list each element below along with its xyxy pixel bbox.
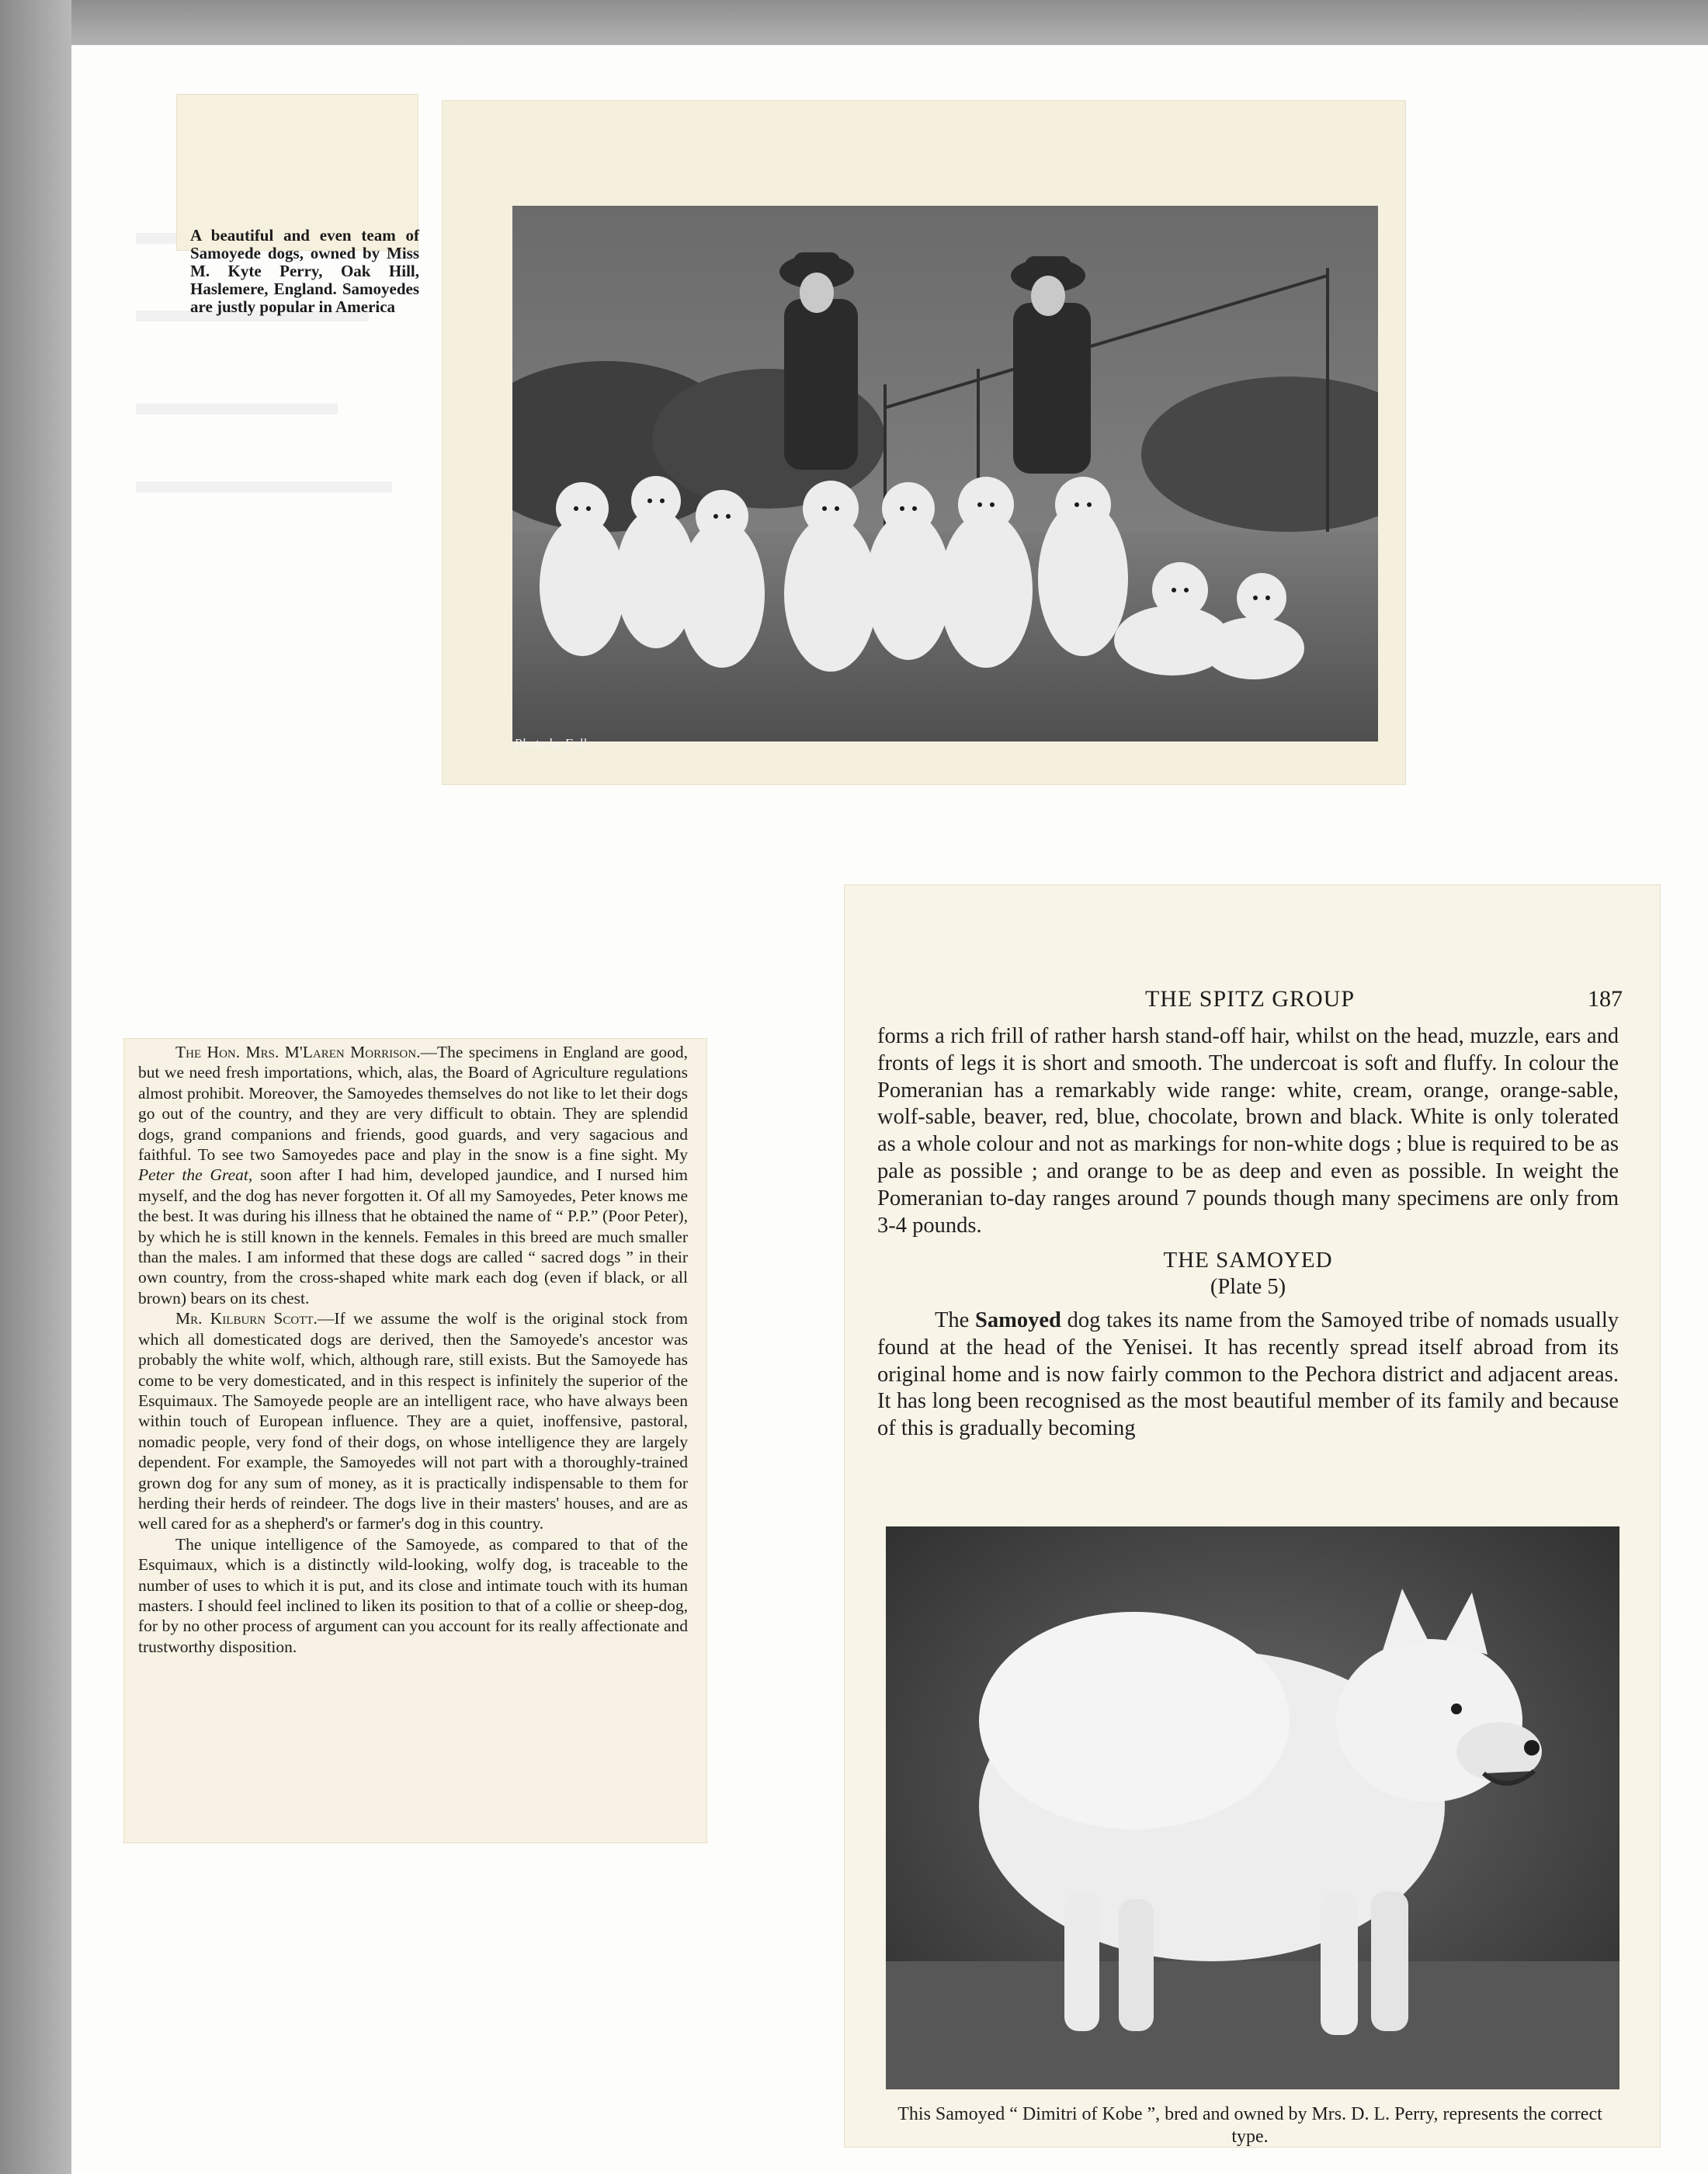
speaker-morrison: The Hon. Mrs. M'Laren Morrison.: [175, 1043, 421, 1061]
scan-edge-left: [0, 0, 71, 2174]
scott-text: —If we assume the wolf is the original stock from which all domesticated dogs are derived, then the Samoyede's ancestor was probably the white wolf, which, although rare, still exists. But the Samoyede has come to be very domesticated, and in this respect is infinitely the superior of the Esquimaux. The Samoyede people are an intelligent race, who have always been within touch of European influence. They are a quiet, inoffensive, pastoral, nomadic people, very fond of their dogs, on whose intelligence they are largely dependent. For example, the Samoyedes will not part with a thoroughly-trained grown dog for any sum of money, as it is practically indispensable to them for herding their herds of reindeer. The dogs live in their masters' houses, and are as well cared for as a shepherd's or farmer's dog in this country.: [138, 1309, 688, 1533]
samoyed-photo-illustration: [886, 1526, 1619, 2089]
bleed-through-mark: [136, 404, 338, 415]
samoyed-paragraph: [877, 1308, 1619, 1443]
peter-the-great-title: Peter the Great,: [138, 1165, 253, 1185]
left-clipping-text: [138, 1042, 688, 1657]
paragraph-scott: [138, 1308, 688, 1533]
morrison-text-continued: soon after I had him, developed jaundice, and I nursed him myself, and the dog has never forgotten it. Of all my Samoyedes, Peter knows me the best. It was during his illness that he obtained the name of “ P.P.” (Poor Peter), by which he is still known in the kennels. Females in this breed are much smaller than the males. I am informed that these dogs are called “ sacred dogs ” in their own country, from the cross-shaped white mark each dog (even if black, or all brown) bears on its chest.: [138, 1165, 689, 1308]
speaker-scott: Mr. Kilburn Scott.: [175, 1309, 318, 1328]
scan-edge-top: [0, 0, 1708, 47]
samoyed-bold-term: Samoyed: [975, 1308, 1061, 1332]
section-title: THE SAMOYED: [1163, 1248, 1333, 1273]
paragraph-morrison: [138, 1042, 688, 1308]
samoyede-team-photo: [512, 206, 1378, 741]
running-head: [877, 986, 1623, 1017]
samoyed-text: dog takes its name from the Samoyed tribe of nomads usually found at the head of the Yenisei. It has recently spread itself abroad from its original home and is now fairly common to the Pechora district and adjacent areas. It has long been recognised as the most beautiful member of its family and because of this is gradually becoming: [877, 1308, 1619, 1441]
section-plate-ref: (Plate 5): [1210, 1275, 1286, 1300]
plate-caption: This Samoyed “ Dimitri of Kobe ”, bred and owned by Mrs. D. L. Perry, represents the correct type.: [897, 2104, 1602, 2147]
samoyed-plate-photo: [886, 1526, 1619, 2089]
paragraph-intelligence: The unique intelligence of the Samoyede, as compared to that of the Esquimaux, which is a distinctly wild-looking, wolfy dog, is traceable to the number of uses to which it is put, and its close and intimate touch with its human masters. I should feel inclined to liken its position to that of a collie or sheep-dog, for by no other process of argument can you account for its really affectionate and trustworthy disposition.: [138, 1534, 688, 1656]
photo-credit: Photo by Fall: [514, 736, 587, 751]
running-head-title: THE SPITZ GROUP: [1144, 986, 1355, 1012]
page-number: 187: [1588, 986, 1623, 1012]
book-body-text: [877, 1023, 1619, 1443]
team-photo-illustration: [512, 206, 1378, 741]
pomeranian-paragraph: forms a rich frill of rather harsh stand-off hair, whilst on the head, muzzle, ears and fronts of legs it is short and smooth. The undercoat is soft and fluffy. In colour the Pomeranian has a remarkably wide range: white, cream, orange, orange-sable, wolf-sable, beaver, red, blue, chocolate, brown and black. White is only tolerated as a whole colour and not as markings for non-white dogs ; blue is required to be as pale as possible ; and orange to be as deep and even as possible. In weight the Pomeranian to-day ranges around 7 pounds though many specimens are only from 3-4 pounds.: [877, 1024, 1619, 1238]
bleed-through-mark: [136, 481, 392, 492]
morrison-text: —The specimens in England are good, but we need fresh importations, which, alas, the Board of Agriculture regulations almost prohibit. Moreover, the Samoyedes themselves do not like to let their dogs go out of the country, and they are very difficult to obtain. They are splendid dogs, grand companions and friends, good guards, and very sagacious and faithful. To see two Samoyedes pace and play in the snow is a fine sight. My: [138, 1043, 688, 1165]
team-photo-caption: A beautiful and even team of Samoyede dogs, owned by Miss M. Kyte Perry, Oak Hill, Haslemere, England. Samoyedes are justly popular in America: [190, 226, 419, 316]
samoyed-lead: The: [935, 1308, 976, 1332]
